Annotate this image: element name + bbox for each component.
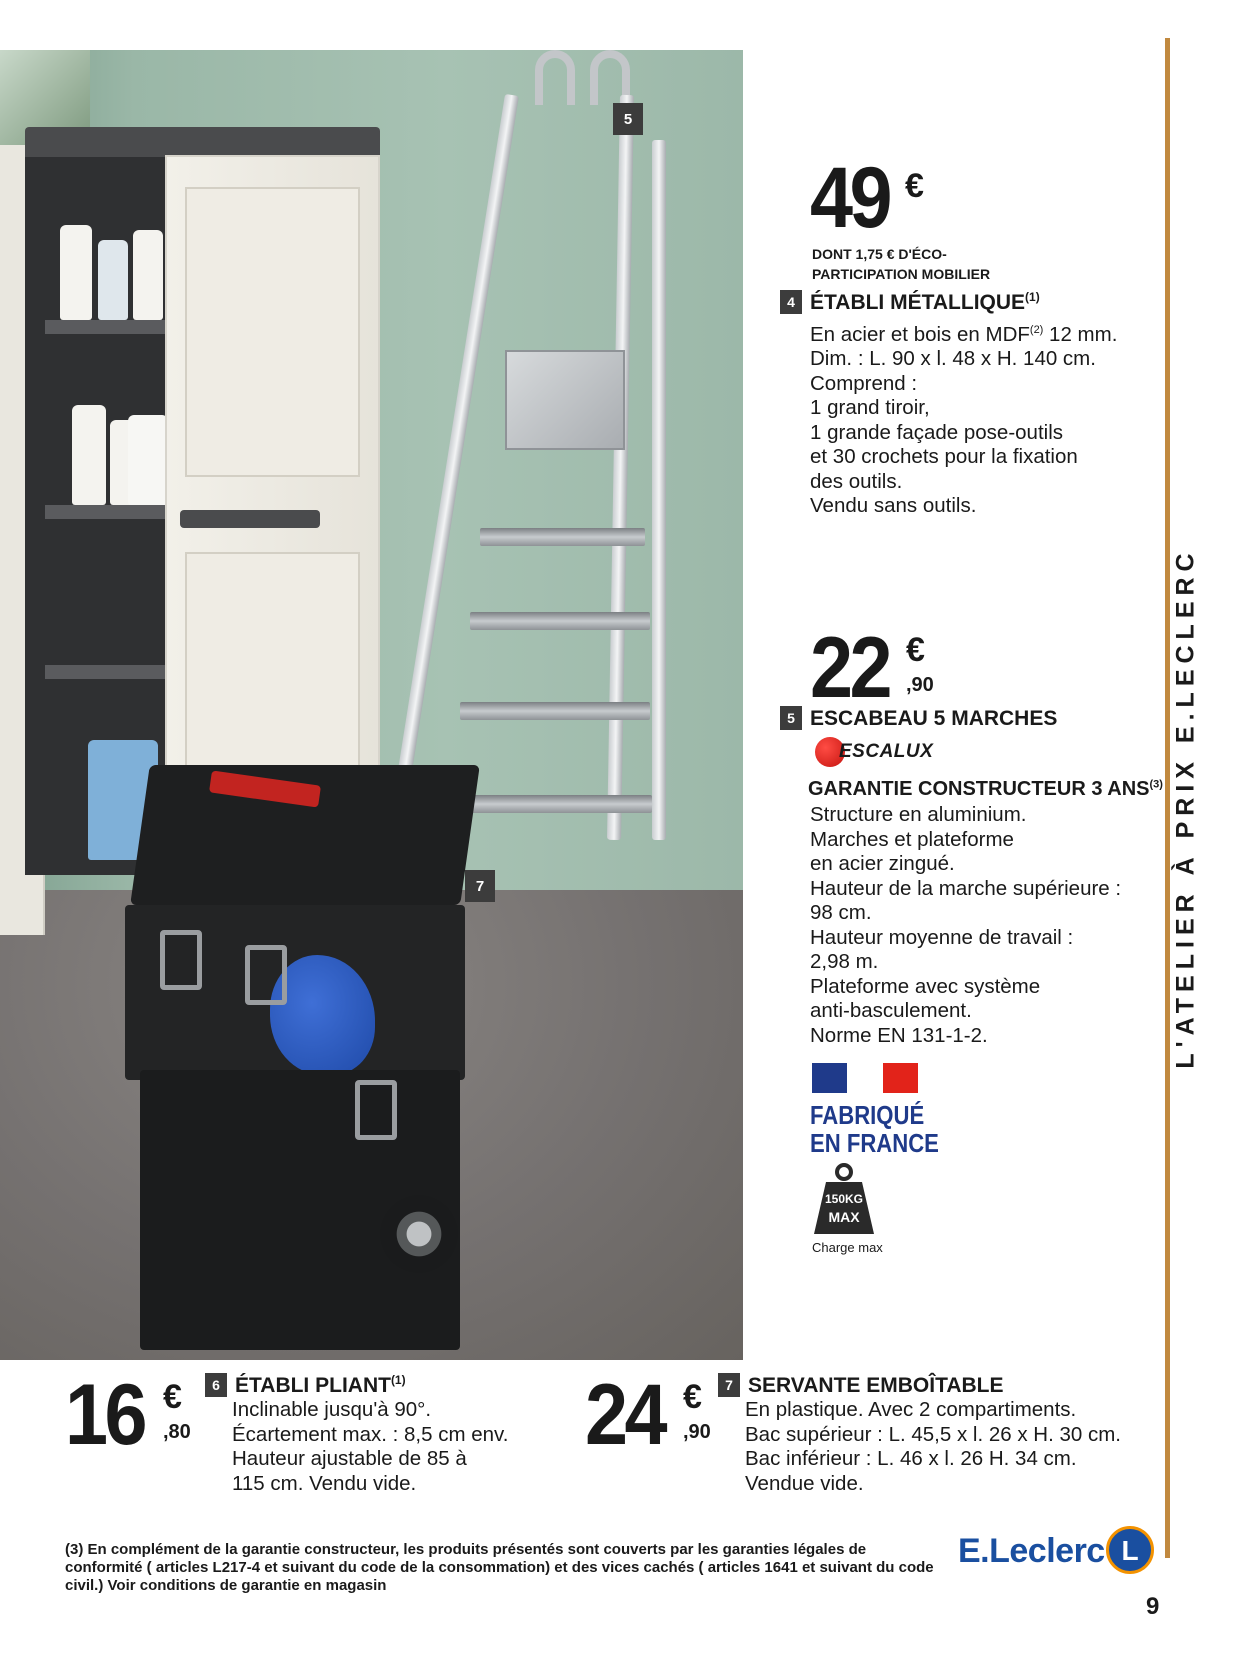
leclerc-logo: E.Leclerc L [958,1526,1158,1576]
leclerc-mark-icon: L [1106,1526,1154,1574]
desc-line: Hauteur ajustable de 85 à [232,1447,467,1470]
price-etabli-metallique: 49 € [810,150,924,246]
charge-max-label: Charge max [812,1240,883,1255]
desc-line: Vendue vide. [745,1471,864,1495]
desc-line: et 30 crochets pour la fixation [810,445,1078,469]
ladder-step [480,528,645,546]
desc-line: Écartement max. : 8,5 cm env. [232,1422,509,1446]
desc-line: des outils. [810,469,903,493]
desc-line: Vendu sans outils. [810,494,977,518]
desc-line: Norme EN 131-1-2. [810,1023,988,1047]
bottle [133,230,163,320]
title-escabeau: 5 ESCABEAU 5 MARCHES [780,706,1057,731]
desc-servante [745,1398,1121,1496]
guarantee-footnote: (3) En complément de la garantie constructeur, les produits présentés sont couverts par les garanties légales de conformité ( articles L217-4 et suivant du code de la consommation) et des vices cachés ( articles 1641 et suivant du code civil.) Voir conditions de garantie en magasin [65,1541,934,1594]
desc-line: Dim. : L. 90 x l. 48 x H. 140 cm. [810,347,1096,371]
desc-line: Marches et plateforme [810,827,1014,851]
ladder-rail [652,140,666,840]
bottle [72,405,106,505]
ladder-hook [535,50,575,105]
bottle [60,225,92,320]
ladder-step [452,795,652,813]
toolbox-latch [355,1080,397,1140]
guarantee-escabeau: GARANTIE CONSTRUCTEUR 3 ANS$^{(3)}$ [808,778,1163,800]
cabinet-shelf [45,320,170,334]
desc-line: Bac supérieur : L. 45,5 x l. 26 x H. 30 cm. [745,1422,1122,1446]
title-etabli-metallique: 4 ÉTABLI MÉTALLIQUE$^{(1)}$ [780,290,1040,315]
desc-line: En acier et bois en MDF$^{(2)}$ 12 mm. [810,322,1118,346]
paper-roll [128,415,168,505]
title-etabli-pliant: 6 ÉTABLI PLIANT$^{(1)}$ [205,1373,406,1398]
cabinet-shelf [45,665,170,679]
desc-line: Plateforme avec système [810,974,1041,998]
desc-line: Hauteur de la marche supérieure : [810,876,1122,900]
ladder-step [460,702,650,720]
france-flag-icon [812,1063,918,1093]
ladder-platform [505,350,625,450]
desc-line: 98 cm. [810,901,872,924]
desc-line: anti-basculement. [810,999,972,1022]
cabinet-top [25,127,380,157]
ladder-step [470,612,650,630]
toolbox-wheel [380,1195,458,1273]
desc-escabeau [810,803,1121,1048]
desc-etabli-pliant [232,1398,508,1496]
photo-badge-5: 5 [613,103,643,135]
page-number: 9 [1146,1593,1160,1620]
desc-line: Bac inférieur : L. 46 x l. 26 H. 34 cm. [745,1447,1077,1470]
desc-line: Inclinable jusqu'à 90°. [232,1398,432,1421]
desc-line: 1 grande façade pose-outils [810,420,1064,444]
product-number-badge: 7 [718,1373,740,1397]
product-number-badge: 5 [780,706,802,730]
desc-line: Hauteur moyenne de travail : [810,925,1074,949]
photo-badge-7: 7 [465,870,495,902]
desc-line: En plastique. Avec 2 compartiments. [745,1398,1077,1421]
eco-participation: DONT 1,75 € D'ÉCO- PARTICIPATION MOBILIER [812,246,991,282]
bottle [98,240,128,320]
escalux-logo: ESCALUX [815,735,935,769]
toolbox-latch [160,930,202,990]
weight-icon: 150KG MAX [812,1162,876,1236]
accent-bar [1165,38,1170,1558]
desc-line: 1 grand tiroir, [810,396,930,420]
desc-line: Comprend : [810,371,918,395]
desc-line: Structure en aluminium. [810,803,1027,826]
price-servante: 24 € ,90 [585,1367,711,1463]
desc-line: 115 cm. Vendu vide. [232,1471,417,1495]
desc-line: en acier zingué. [810,852,955,875]
product-number-badge: 6 [205,1373,227,1397]
desc-etabli-metallique [810,318,1117,519]
product-photo [0,50,743,1360]
cabinet-shelf [45,505,170,519]
price-etabli-pliant: 16 € ,80 [65,1367,191,1463]
toolbox-latch [245,945,287,1005]
cabinet-handle [180,510,320,528]
desc-line: 2,98 m. [810,950,879,973]
title-servante: 7 SERVANTE EMBOÎTABLE [718,1373,1004,1398]
price-escabeau: 22 € ,90 [810,620,934,716]
product-number-badge: 4 [780,290,802,314]
door-panel [185,187,360,477]
made-in-france: FABRIQUÉ EN FRANCE [810,1100,939,1158]
